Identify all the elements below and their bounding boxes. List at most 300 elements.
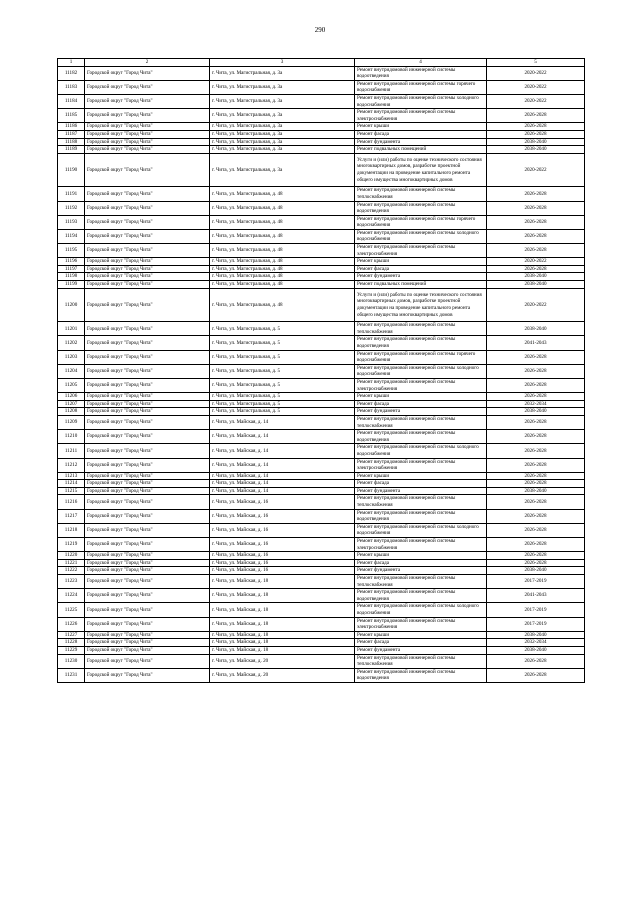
address-cell: г. Чита, ул. Магистральная, д. 3а: [210, 80, 355, 94]
period-cell: 2026-2028: [487, 201, 585, 215]
row-number: 11185: [58, 109, 85, 123]
work-type-cell: Ремонт фундамента: [355, 646, 487, 654]
address-cell: г. Чита, ул. Магистральная, д. 5: [210, 350, 355, 364]
table-row: [58, 631, 585, 639]
municipality-cell: Городской округ "Город Чита": [85, 509, 210, 523]
table-row: [58, 215, 585, 229]
page-number: 290: [314, 26, 326, 34]
table-row: [58, 322, 585, 336]
column-number-row: [58, 59, 585, 67]
work-type-cell: Ремонт внутридомовой инженерной системы теплоснабжения: [355, 322, 487, 336]
period-cell: 2017-2019: [487, 575, 585, 589]
period-cell: 2026-2028: [487, 244, 585, 258]
municipality-cell: Городской округ "Город Чита": [85, 138, 210, 146]
row-number: 11182: [58, 66, 85, 80]
municipality-cell: Городской округ "Город Чита": [85, 646, 210, 654]
row-number: 11209: [58, 415, 85, 429]
period-cell: 2026-2028: [487, 130, 585, 138]
column-header: 5: [487, 59, 585, 67]
municipality-cell: Городской округ "Город Чита": [85, 153, 210, 187]
municipality-cell: Городской округ "Город Чита": [85, 123, 210, 131]
period-cell: 2026-2028: [487, 265, 585, 273]
row-number: 11218: [58, 523, 85, 537]
municipality-cell: Городской округ "Город Чита": [85, 480, 210, 488]
address-cell: г. Чита, ул. Магистральная, д. 3а: [210, 123, 355, 131]
row-number: 11211: [58, 444, 85, 458]
address-cell: г. Чита, ул. Магистральная, д. 5: [210, 378, 355, 392]
table-row: [58, 603, 585, 617]
period-cell: 2026-2028: [487, 472, 585, 480]
table-row: [58, 80, 585, 94]
municipality-cell: Городской округ "Город Чита": [85, 495, 210, 509]
address-cell: г. Чита, ул. Магистральная, д. 48: [210, 258, 355, 266]
address-cell: г. Чита, ул. Магистральная, д. 48: [210, 281, 355, 289]
work-type-cell: Ремонт подвальных помещений: [355, 281, 487, 289]
row-number: 11189: [58, 146, 85, 154]
row-number: 11226: [58, 617, 85, 631]
period-cell: 2026-2028: [487, 364, 585, 378]
address-cell: г. Чита, ул. Магистральная, д. 5: [210, 364, 355, 378]
column-header: 3: [210, 59, 355, 67]
address-cell: г. Чита, ул. Магистральная, д. 5: [210, 336, 355, 350]
table-row: [58, 265, 585, 273]
address-cell: г. Чита, ул. Магистральная, д. 3а: [210, 138, 355, 146]
period-cell: 2026-2028: [487, 123, 585, 131]
row-number: 11227: [58, 631, 85, 639]
row-number: 11228: [58, 639, 85, 647]
municipality-cell: Городской округ "Город Чита": [85, 273, 210, 281]
table-row: [58, 123, 585, 131]
period-cell: 2026-2028: [487, 654, 585, 668]
row-number: 11202: [58, 336, 85, 350]
work-type-cell: Ремонт внутридомовой инженерной системы электроснабжения: [355, 244, 487, 258]
row-number: 11188: [58, 138, 85, 146]
table-row: [58, 408, 585, 416]
work-type-cell: Ремонт крыши: [355, 631, 487, 639]
table-row: [58, 258, 585, 266]
municipality-cell: Городской округ "Город Чита": [85, 146, 210, 154]
address-cell: г. Чита, ул. Магистральная, д. 3а: [210, 130, 355, 138]
row-number: 11200: [58, 288, 85, 322]
address-cell: г. Чита, ул. Майская, д. 14: [210, 480, 355, 488]
work-type-cell: Ремонт внутридомовой инженерной системы водоотведения: [355, 509, 487, 523]
period-cell: 2026-2028: [487, 480, 585, 488]
period-cell: 2038-2040: [487, 487, 585, 495]
address-cell: г. Чита, ул. Майская, д. 20: [210, 668, 355, 682]
row-number: 11210: [58, 430, 85, 444]
address-cell: г. Чита, ул. Майская, д. 18: [210, 646, 355, 654]
period-cell: 2038-2040: [487, 408, 585, 416]
period-cell: 2038-2040: [487, 631, 585, 639]
table-row: [58, 130, 585, 138]
municipality-cell: Городской округ "Город Чита": [85, 567, 210, 575]
work-type-cell: Ремонт внутридомовой инженерной системы электроснабжения: [355, 458, 487, 472]
work-type-cell: Ремонт фундамента: [355, 273, 487, 281]
municipality-cell: Городской округ "Город Чита": [85, 109, 210, 123]
row-number: 11197: [58, 265, 85, 273]
work-type-cell: Ремонт фасада: [355, 480, 487, 488]
table-row: [58, 94, 585, 108]
work-type-cell: Ремонт внутридомовой инженерной системы водоотведения: [355, 336, 487, 350]
period-cell: 2026-2028: [487, 559, 585, 567]
table-row: [58, 654, 585, 668]
row-number: 11225: [58, 603, 85, 617]
address-cell: г. Чита, ул. Магистральная, д. 3а: [210, 153, 355, 187]
municipality-cell: Городской округ "Город Чита": [85, 350, 210, 364]
row-number: 11196: [58, 258, 85, 266]
municipality-cell: Городской округ "Город Чита": [85, 538, 210, 552]
period-cell: 2017-2019: [487, 617, 585, 631]
work-type-cell: Ремонт фундамента: [355, 567, 487, 575]
address-cell: г. Чита, ул. Магистральная, д. 48: [210, 244, 355, 258]
address-cell: г. Чита, ул. Магистральная, д. 48: [210, 288, 355, 322]
address-cell: г. Чита, ул. Магистральная, д. 48: [210, 201, 355, 215]
work-type-cell: Ремонт внутридомовой инженерной системы горячего водоснабжения: [355, 80, 487, 94]
address-cell: г. Чита, ул. Магистральная, д. 3а: [210, 109, 355, 123]
address-cell: г. Чита, ул. Магистральная, д. 48: [210, 273, 355, 281]
row-number: 11212: [58, 458, 85, 472]
row-number: 11201: [58, 322, 85, 336]
table-row: [58, 415, 585, 429]
period-cell: 2026-2028: [487, 378, 585, 392]
table-row: [58, 273, 585, 281]
address-cell: г. Чита, ул. Майская, д. 18: [210, 639, 355, 647]
row-number: 11217: [58, 509, 85, 523]
address-cell: г. Чита, ул. Магистральная, д. 48: [210, 215, 355, 229]
municipality-cell: Городской округ "Город Чита": [85, 201, 210, 215]
period-cell: 2038-2040: [487, 322, 585, 336]
row-number: 11208: [58, 408, 85, 416]
municipality-cell: Городской округ "Город Чита": [85, 589, 210, 603]
period-cell: 2038-2040: [487, 646, 585, 654]
period-cell: 2038-2040: [487, 273, 585, 281]
work-type-cell: Ремонт внутридомовой инженерной системы электроснабжения: [355, 109, 487, 123]
period-cell: 2017-2019: [487, 603, 585, 617]
work-type-cell: Ремонт внутридомовой инженерной системы водоотведения: [355, 668, 487, 682]
table-row: [58, 538, 585, 552]
row-number: 11223: [58, 575, 85, 589]
table-row: [58, 201, 585, 215]
table-row: [58, 589, 585, 603]
row-number: 11193: [58, 215, 85, 229]
address-cell: г. Чита, ул. Майская, д. 16: [210, 552, 355, 560]
address-cell: г. Чита, ул. Майская, д. 18: [210, 603, 355, 617]
table-row: [58, 646, 585, 654]
work-type-cell: Ремонт внутридомовой инженерной системы электроснабжения: [355, 617, 487, 631]
table-row: [58, 639, 585, 647]
address-cell: г. Чита, ул. Майская, д. 18: [210, 575, 355, 589]
row-number: 11184: [58, 94, 85, 108]
work-type-cell: Услуги и (или) работы по оценке технического состояния многоквартирных домов, разработке проектной документации на проведение капитального ремонта общего имущества многоквартирных домов: [355, 288, 487, 322]
address-cell: г. Чита, ул. Магистральная, д. 3а: [210, 146, 355, 154]
period-cell: 2026-2028: [487, 509, 585, 523]
period-cell: 2026-2028: [487, 430, 585, 444]
table-row: [58, 364, 585, 378]
work-type-cell: Ремонт фундамента: [355, 487, 487, 495]
table-row: [58, 109, 585, 123]
period-cell: 2026-2028: [487, 495, 585, 509]
municipality-cell: Городской округ "Город Чита": [85, 430, 210, 444]
row-number: 11205: [58, 378, 85, 392]
row-number: 11224: [58, 589, 85, 603]
municipality-cell: Городской округ "Город Чита": [85, 408, 210, 416]
row-number: 11215: [58, 487, 85, 495]
row-number: 11219: [58, 538, 85, 552]
municipality-cell: Городской округ "Город Чита": [85, 244, 210, 258]
municipality-cell: Городской округ "Город Чита": [85, 654, 210, 668]
address-cell: г. Чита, ул. Майская, д. 14: [210, 487, 355, 495]
address-cell: г. Чита, ул. Майская, д. 16: [210, 509, 355, 523]
municipality-cell: Городской округ "Город Чита": [85, 215, 210, 229]
period-cell: 2038-2040: [487, 146, 585, 154]
work-type-cell: Услуги и (или) работы по оценке технического состояния многоквартирных домов, разработке проектной документации на проведение капитального ремонта общего имущества многоквартирных домов: [355, 153, 487, 187]
address-cell: г. Чита, ул. Майская, д. 20: [210, 654, 355, 668]
table-row: [58, 509, 585, 523]
period-cell: 2041-2043: [487, 336, 585, 350]
table-row: [58, 668, 585, 682]
work-type-cell: Ремонт фасада: [355, 130, 487, 138]
work-type-cell: Ремонт подвальных помещений: [355, 146, 487, 154]
period-cell: 2038-2040: [487, 138, 585, 146]
municipality-cell: Городской округ "Город Чита": [85, 552, 210, 560]
period-cell: 2026-2028: [487, 552, 585, 560]
table-row: [58, 575, 585, 589]
row-number: 11191: [58, 187, 85, 201]
municipality-cell: Городской округ "Город Чита": [85, 187, 210, 201]
municipality-cell: Городской округ "Город Чита": [85, 639, 210, 647]
municipality-cell: Городской округ "Город Чита": [85, 322, 210, 336]
row-number: 11195: [58, 244, 85, 258]
period-cell: 2041-2043: [487, 589, 585, 603]
table-row: [58, 229, 585, 243]
municipality-cell: Городской округ "Город Чита": [85, 668, 210, 682]
table-row: [58, 138, 585, 146]
period-cell: 2026-2028: [487, 109, 585, 123]
period-cell: 2026-2028: [487, 523, 585, 537]
municipality-cell: Городской округ "Город Чита": [85, 487, 210, 495]
address-cell: г. Чита, ул. Майская, д. 18: [210, 617, 355, 631]
period-cell: 2026-2028: [487, 229, 585, 243]
municipality-cell: Городской округ "Город Чита": [85, 281, 210, 289]
municipality-cell: Городской округ "Город Чита": [85, 288, 210, 322]
address-cell: г. Чита, ул. Магистральная, д. 48: [210, 229, 355, 243]
work-type-cell: Ремонт внутридомовой инженерной системы теплоснабжения: [355, 654, 487, 668]
table-row: [58, 281, 585, 289]
row-number: 11190: [58, 153, 85, 187]
row-number: 11230: [58, 654, 85, 668]
address-cell: г. Чита, ул. Майская, д. 14: [210, 444, 355, 458]
work-type-cell: Ремонт внутридомовой инженерной системы водоотведения: [355, 430, 487, 444]
work-type-cell: Ремонт внутридомовой инженерной системы электроснабжения: [355, 538, 487, 552]
work-type-cell: Ремонт внутридомовой инженерной системы холодного водоснабжения: [355, 364, 487, 378]
municipality-cell: Городской округ "Город Чита": [85, 444, 210, 458]
municipality-cell: Городской округ "Город Чита": [85, 603, 210, 617]
work-type-cell: Ремонт крыши: [355, 393, 487, 401]
work-type-cell: Ремонт фундамента: [355, 408, 487, 416]
address-cell: г. Чита, ул. Магистральная, д. 48: [210, 187, 355, 201]
work-type-cell: Ремонт внутридомовой инженерной системы теплоснабжения: [355, 187, 487, 201]
work-type-cell: Ремонт внутридомовой инженерной системы водоотведения: [355, 66, 487, 80]
row-number: 11194: [58, 229, 85, 243]
table-row: [58, 617, 585, 631]
row-number: 11229: [58, 646, 85, 654]
table-row: [58, 66, 585, 80]
table-row: [58, 458, 585, 472]
table-row: [58, 350, 585, 364]
table-row: [58, 495, 585, 509]
table-row: [58, 444, 585, 458]
table-row: [58, 244, 585, 258]
work-type-cell: Ремонт фасада: [355, 559, 487, 567]
period-cell: 2032-2034: [487, 639, 585, 647]
municipality-cell: Городской округ "Город Чита": [85, 458, 210, 472]
address-cell: г. Чита, ул. Майская, д. 16: [210, 538, 355, 552]
municipality-cell: Городской округ "Город Чита": [85, 575, 210, 589]
table-body: [58, 66, 585, 682]
column-header: 2: [85, 59, 210, 67]
table-row: [58, 559, 585, 567]
period-cell: 2026-2028: [487, 215, 585, 229]
municipality-cell: Городской округ "Город Чита": [85, 66, 210, 80]
work-type-cell: Ремонт внутридомовой инженерной системы водоотведения: [355, 589, 487, 603]
period-cell: 2026-2028: [487, 350, 585, 364]
work-type-cell: Ремонт фундамента: [355, 138, 487, 146]
row-number: 11198: [58, 273, 85, 281]
work-type-cell: Ремонт внутридомовой инженерной системы холодного водоснабжения: [355, 444, 487, 458]
table-row: [58, 393, 585, 401]
work-type-cell: Ремонт внутридомовой инженерной системы водоотведения: [355, 201, 487, 215]
period-cell: 2020-2022: [487, 66, 585, 80]
municipality-cell: Городской округ "Город Чита": [85, 559, 210, 567]
period-cell: 2026-2028: [487, 538, 585, 552]
address-cell: г. Чита, ул. Майская, д. 16: [210, 495, 355, 509]
row-number: 11221: [58, 559, 85, 567]
municipality-cell: Городской округ "Город Чита": [85, 631, 210, 639]
work-type-cell: Ремонт внутридомовой инженерной системы холодного водоснабжения: [355, 229, 487, 243]
table-row: [58, 552, 585, 560]
address-cell: г. Чита, ул. Магистральная, д. 3а: [210, 94, 355, 108]
address-cell: г. Чита, ул. Майская, д. 16: [210, 523, 355, 537]
municipality-cell: Городской округ "Город Чита": [85, 400, 210, 408]
repair-schedule-table: [57, 58, 585, 683]
work-type-cell: Ремонт крыши: [355, 472, 487, 480]
column-header: 4: [355, 59, 487, 67]
address-cell: г. Чита, ул. Майская, д. 14: [210, 415, 355, 429]
period-cell: 2020-2022: [487, 258, 585, 266]
work-type-cell: Ремонт фасада: [355, 265, 487, 273]
work-type-cell: Ремонт внутридомовой инженерной системы холодного водоснабжения: [355, 523, 487, 537]
municipality-cell: Городской округ "Город Чита": [85, 617, 210, 631]
row-number: 11203: [58, 350, 85, 364]
table-row: [58, 480, 585, 488]
period-cell: 2020-2022: [487, 288, 585, 322]
row-number: 11204: [58, 364, 85, 378]
municipality-cell: Городской округ "Город Чита": [85, 229, 210, 243]
table-row: [58, 153, 585, 187]
table-row: [58, 378, 585, 392]
period-cell: 2026-2028: [487, 668, 585, 682]
row-number: 11187: [58, 130, 85, 138]
municipality-cell: Городской округ "Город Чита": [85, 393, 210, 401]
address-cell: г. Чита, ул. Магистральная, д. 5: [210, 322, 355, 336]
column-header: 1: [58, 59, 85, 67]
period-cell: 2026-2028: [487, 393, 585, 401]
municipality-cell: Городской округ "Город Чита": [85, 80, 210, 94]
work-type-cell: Ремонт крыши: [355, 258, 487, 266]
row-number: 11214: [58, 480, 85, 488]
municipality-cell: Городской округ "Город Чита": [85, 130, 210, 138]
period-cell: 2038-2040: [487, 281, 585, 289]
work-type-cell: Ремонт крыши: [355, 552, 487, 560]
row-number: 11186: [58, 123, 85, 131]
address-cell: г. Чита, ул. Майская, д. 16: [210, 567, 355, 575]
address-cell: г. Чита, ул. Майская, д. 14: [210, 458, 355, 472]
period-cell: 2020-2022: [487, 94, 585, 108]
municipality-cell: Городской округ "Город Чита": [85, 94, 210, 108]
work-type-cell: Ремонт внутридомовой инженерной системы горячего водоснабжения: [355, 350, 487, 364]
address-cell: г. Чита, ул. Майская, д. 14: [210, 472, 355, 480]
table-row: [58, 567, 585, 575]
period-cell: 2020-2022: [487, 153, 585, 187]
table-row: [58, 400, 585, 408]
table-row: [58, 187, 585, 201]
municipality-cell: Городской округ "Город Чита": [85, 364, 210, 378]
work-type-cell: Ремонт внутридомовой инженерной системы холодного водоснабжения: [355, 94, 487, 108]
table-row: [58, 487, 585, 495]
period-cell: 2038-2040: [487, 567, 585, 575]
period-cell: 2020-2022: [487, 80, 585, 94]
address-cell: г. Чита, ул. Магистральная, д. 5: [210, 408, 355, 416]
work-type-cell: Ремонт внутридомовой инженерной системы холодного водоснабжения: [355, 603, 487, 617]
address-cell: г. Чита, ул. Магистральная, д. 5: [210, 393, 355, 401]
work-type-cell: Ремонт фасада: [355, 400, 487, 408]
period-cell: 2026-2028: [487, 415, 585, 429]
work-type-cell: Ремонт внутридомовой инженерной системы горячего водоснабжения: [355, 215, 487, 229]
address-cell: г. Чита, ул. Майская, д. 14: [210, 430, 355, 444]
work-type-cell: Ремонт фасада: [355, 639, 487, 647]
row-number: 11213: [58, 472, 85, 480]
row-number: 11220: [58, 552, 85, 560]
table-row: [58, 472, 585, 480]
address-cell: г. Чита, ул. Магистральная, д. 5: [210, 400, 355, 408]
period-cell: 2026-2028: [487, 444, 585, 458]
table-row: [58, 288, 585, 322]
municipality-cell: Городской округ "Город Чита": [85, 472, 210, 480]
municipality-cell: Городской округ "Город Чита": [85, 523, 210, 537]
table-row: [58, 336, 585, 350]
address-cell: г. Чита, ул. Магистральная, д. 3а: [210, 66, 355, 80]
row-number: 11183: [58, 80, 85, 94]
work-type-cell: Ремонт внутридомовой инженерной системы теплоснабжения: [355, 495, 487, 509]
row-number: 11192: [58, 201, 85, 215]
address-cell: г. Чита, ул. Майская, д. 16: [210, 559, 355, 567]
table-row: [58, 430, 585, 444]
period-cell: 2032-2034: [487, 400, 585, 408]
municipality-cell: Городской округ "Город Чита": [85, 265, 210, 273]
municipality-cell: Городской округ "Город Чита": [85, 378, 210, 392]
row-number: 11231: [58, 668, 85, 682]
table-row: [58, 523, 585, 537]
row-number: 11216: [58, 495, 85, 509]
municipality-cell: Городской округ "Город Чита": [85, 258, 210, 266]
period-cell: 2026-2028: [487, 458, 585, 472]
municipality-cell: Городской округ "Город Чита": [85, 415, 210, 429]
table-row: [58, 146, 585, 154]
work-type-cell: Ремонт внутридомовой инженерной системы теплоснабжения: [355, 575, 487, 589]
municipality-cell: Городской округ "Город Чита": [85, 336, 210, 350]
address-cell: г. Чита, ул. Магистральная, д. 48: [210, 265, 355, 273]
address-cell: г. Чита, ул. Майская, д. 18: [210, 631, 355, 639]
